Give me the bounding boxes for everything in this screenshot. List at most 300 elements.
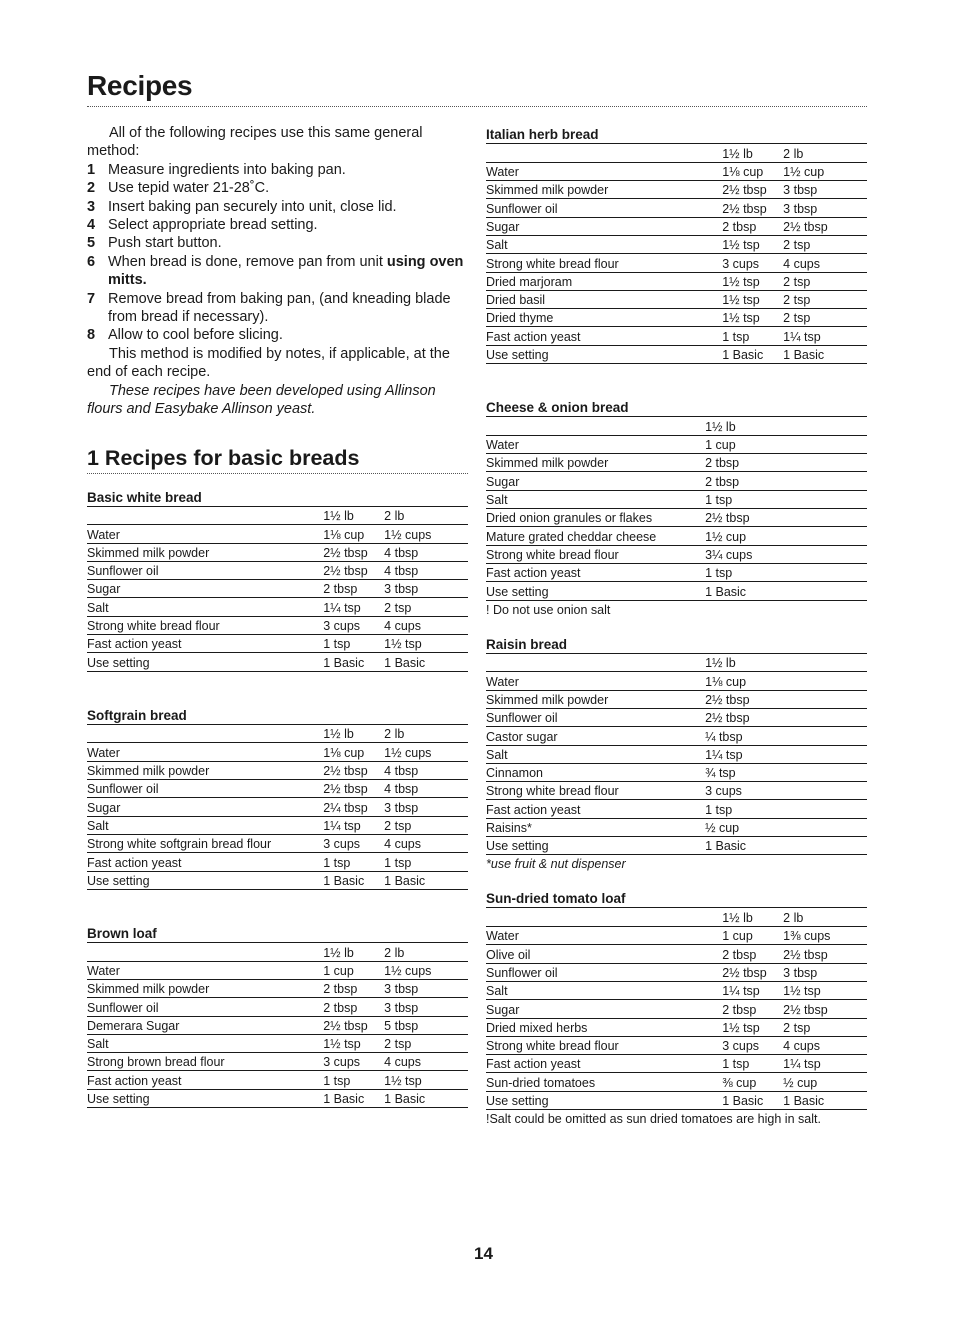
recipe-note: *use fruit & nut dispenser — [486, 857, 626, 872]
ingredient-quantity: 1 tsp — [384, 853, 468, 871]
ingredient-name: Dried mixed herbs — [486, 1018, 722, 1036]
ingredient-name: Dried marjoram — [486, 272, 722, 290]
ingredient-row — [87, 616, 468, 634]
recipe-title: Cheese & onion bread — [486, 399, 867, 417]
ingredient-quantity: 1⅛ cup — [722, 162, 783, 180]
ingredient-name: Salt — [486, 490, 705, 508]
ingredient-name: Water — [486, 162, 722, 180]
ingredient-row — [87, 1034, 468, 1052]
ingredient-row — [486, 509, 867, 527]
ingredient-name: Skimmed milk powder — [486, 181, 722, 199]
ingredient-name: Fast action yeast — [87, 853, 323, 871]
ingredient-name: Sugar — [87, 798, 323, 816]
ingredient-quantity: 2 tbsp — [722, 217, 783, 235]
loaf-size-header: 2 lb — [384, 507, 468, 525]
ingredient-name: Fast action yeast — [486, 1055, 722, 1073]
ingredient-quantity: 1 cup — [323, 961, 384, 979]
ingredient-row — [486, 1073, 867, 1091]
ingredient-quantity: 1 tsp — [323, 853, 384, 871]
ingredient-quantity: 3 cups — [722, 1036, 783, 1054]
ingredient-quantity: 2 tsp — [384, 816, 468, 834]
ingredient-quantity: ¾ tsp — [705, 763, 867, 781]
header-blank-cell — [486, 417, 705, 435]
recipe-header-row — [87, 507, 468, 525]
ingredient-quantity: 2½ tbsp — [323, 561, 384, 579]
ingredient-quantity: 1 Basic — [783, 1091, 867, 1109]
ingredient-quantity: 1 Basic — [323, 653, 384, 671]
ingredient-row — [486, 181, 867, 199]
ingredient-quantity: 1 Basic — [384, 871, 468, 889]
ingredient-name: Sunflower oil — [87, 780, 323, 798]
ingredient-quantity: 2½ tbsp — [783, 1000, 867, 1018]
ingredient-row — [486, 672, 867, 690]
ingredient-name: Salt — [87, 598, 323, 616]
ingredient-quantity: 1½ tsp — [384, 1071, 468, 1089]
ingredient-quantity: 3 tbsp — [384, 998, 468, 1016]
ingredient-row — [87, 1089, 468, 1107]
method-lead: All of the following recipes use this same general method: — [87, 125, 423, 160]
method-step-number: 4 — [87, 217, 96, 234]
ingredient-row — [87, 834, 468, 852]
loaf-size-header: 2 lb — [783, 144, 867, 162]
ingredient-row — [87, 961, 468, 979]
ingredient-name: Sunflower oil — [486, 199, 722, 217]
ingredient-name: Salt — [486, 235, 722, 253]
method-step-text-body: Push start button. — [108, 235, 222, 252]
recipe-header-row — [87, 725, 468, 743]
loaf-size-header: 2 lb — [384, 725, 468, 743]
ingredient-name: Use setting — [87, 653, 323, 671]
method-step-number: 2 — [87, 180, 96, 197]
ingredient-quantity: 1½ cup — [705, 527, 867, 545]
loaf-size-header: 1½ lb — [323, 507, 384, 525]
method-step — [87, 326, 468, 344]
ingredient-quantity: 2 tsp — [384, 1034, 468, 1052]
ingredient-name: Water — [486, 435, 705, 453]
ingredient-quantity: 1½ cup — [783, 162, 867, 180]
ingredient-quantity: 1½ tsp — [722, 272, 783, 290]
ingredient-quantity: 2 tbsp — [705, 472, 867, 490]
ingredient-row — [87, 1071, 468, 1089]
method-step-text-body: Select appropriate bread setting. — [108, 217, 318, 234]
method-step — [87, 216, 468, 234]
ingredient-quantity: 4 tbsp — [384, 543, 468, 561]
ingredient-name: Sunflower oil — [87, 998, 323, 1016]
ingredient-quantity: 2½ tbsp — [705, 690, 867, 708]
ingredient-name: Fast action yeast — [486, 563, 705, 581]
recipe-title: Sun-dried tomato loaf — [486, 890, 867, 908]
ingredient-quantity: 1 Basic — [722, 345, 783, 363]
left-column — [87, 124, 468, 1108]
ingredient-name: Use setting — [87, 871, 323, 889]
ingredient-quantity: 4 cups — [384, 1053, 468, 1071]
ingredient-quantity: 1⅜ cups — [783, 927, 867, 945]
ingredient-quantity: 1½ tsp — [722, 290, 783, 308]
ingredient-row — [486, 727, 867, 745]
recipe-cheese-onion-bread — [486, 399, 867, 618]
method-step-number: 6 — [87, 253, 96, 270]
recipe-italian-herb-bread — [486, 126, 867, 364]
ingredient-quantity: 1½ cups — [384, 525, 468, 543]
ingredient-quantity: 3 cups — [323, 834, 384, 852]
ingredient-quantity: 2 tsp — [783, 290, 867, 308]
ingredient-quantity: 1 tsp — [722, 327, 783, 345]
method-step — [87, 290, 468, 327]
method-step-number: 3 — [87, 198, 96, 215]
ingredient-name: Raisins* — [486, 818, 705, 836]
method-step-text-body: Remove bread from baking pan, (and kneading blade from bread if necessary). — [108, 290, 451, 326]
method-step-text — [108, 326, 468, 344]
ingredient-quantity: 1 tsp — [705, 563, 867, 581]
ingredient-row — [486, 1000, 867, 1018]
ingredient-row — [486, 199, 867, 217]
ingredient-quantity: 1 tsp — [722, 1055, 783, 1073]
method-step-text — [108, 290, 468, 327]
ingredient-name: Water — [486, 927, 722, 945]
ingredient-name: Sugar — [486, 217, 722, 235]
method-step — [87, 161, 468, 179]
ingredient-name: Sun-dried tomatoes — [486, 1073, 722, 1091]
ingredient-quantity: 2 tsp — [783, 309, 867, 327]
ingredient-quantity: 3 tbsp — [783, 199, 867, 217]
ingredient-quantity: 1¼ tsp — [323, 816, 384, 834]
recipe-header-row — [486, 417, 867, 435]
method-step — [87, 234, 468, 252]
ingredient-row — [486, 272, 867, 290]
ingredient-name: Strong white bread flour — [486, 1036, 722, 1054]
ingredient-name: Cinnamon — [486, 763, 705, 781]
recipe-table — [486, 144, 867, 364]
ingredient-row — [486, 1036, 867, 1054]
ingredient-name: Fast action yeast — [87, 1071, 323, 1089]
ingredient-quantity: ¼ tbsp — [705, 727, 867, 745]
ingredient-quantity: 3 tbsp — [384, 979, 468, 997]
recipe-header-row — [486, 144, 867, 162]
ingredient-quantity: 1 tsp — [323, 635, 384, 653]
ingredient-quantity: 1 tsp — [323, 1071, 384, 1089]
ingredient-row — [87, 635, 468, 653]
recipe-brown-loaf — [87, 925, 468, 1108]
ingredient-quantity: 5 tbsp — [384, 1016, 468, 1034]
loaf-size-header: 2 lb — [783, 908, 867, 926]
ingredient-row — [486, 690, 867, 708]
ingredient-quantity: 2½ tbsp — [705, 509, 867, 527]
ingredient-row — [486, 708, 867, 726]
ingredient-name: Water — [87, 525, 323, 543]
ingredient-quantity: 2 tsp — [783, 235, 867, 253]
ingredient-row — [486, 1018, 867, 1036]
ingredient-quantity: 1 Basic — [705, 582, 867, 600]
ingredient-quantity: 2 tbsp — [323, 979, 384, 997]
ingredient-row — [486, 1091, 867, 1109]
ingredient-name: Olive oil — [486, 945, 722, 963]
ingredient-row — [486, 782, 867, 800]
ingredient-row — [486, 745, 867, 763]
ingredient-name: Castor sugar — [486, 727, 705, 745]
ingredient-quantity: 1 Basic — [323, 871, 384, 889]
ingredient-row — [486, 235, 867, 253]
recipe-title: Basic white bread — [87, 489, 468, 507]
ingredient-row — [87, 1016, 468, 1034]
recipe-header-row — [87, 943, 468, 961]
recipe-table — [87, 507, 468, 672]
ingredient-quantity: 1 Basic — [323, 1089, 384, 1107]
ingredient-name: Use setting — [486, 837, 705, 855]
method-step — [87, 198, 468, 216]
loaf-size-header: 1½ lb — [722, 144, 783, 162]
ingredient-row — [87, 561, 468, 579]
ingredient-quantity: 3¼ cups — [705, 545, 867, 563]
ingredient-quantity: 1½ tsp — [384, 635, 468, 653]
ingredient-quantity: 2½ tbsp — [705, 708, 867, 726]
ingredient-row — [87, 816, 468, 834]
ingredient-name: Fast action yeast — [87, 635, 323, 653]
ingredient-name: Water — [486, 672, 705, 690]
ingredient-name: Use setting — [486, 345, 722, 363]
ingredient-quantity: 2½ tbsp — [323, 1016, 384, 1034]
ingredient-quantity: 2½ tbsp — [323, 780, 384, 798]
ingredient-quantity: 1½ tsp — [722, 309, 783, 327]
header-blank-cell — [486, 654, 705, 672]
ingredient-quantity: 2 tbsp — [323, 998, 384, 1016]
loaf-size-header: 2 lb — [384, 943, 468, 961]
ingredient-row — [486, 254, 867, 272]
title-divider — [87, 106, 867, 107]
ingredient-row — [486, 345, 867, 363]
ingredient-row — [486, 162, 867, 180]
ingredient-quantity: 3 tbsp — [783, 181, 867, 199]
ingredient-quantity: 2½ tbsp — [722, 199, 783, 217]
ingredient-quantity: 2 tsp — [384, 598, 468, 616]
ingredient-row — [87, 543, 468, 561]
ingredient-quantity: 3 cups — [323, 616, 384, 634]
recipe-basic-white-bread — [87, 489, 468, 672]
ingredient-row — [87, 525, 468, 543]
ingredient-name: Mature grated cheddar cheese — [486, 527, 705, 545]
ingredient-name: Sugar — [486, 1000, 722, 1018]
ingredient-row — [486, 545, 867, 563]
recipe-table — [486, 417, 867, 600]
method-step-text-body: Allow to cool before slicing. — [108, 327, 283, 344]
ingredient-name: Sugar — [87, 580, 323, 598]
ingredient-quantity: 2 tbsp — [722, 1000, 783, 1018]
ingredient-quantity: 4 cups — [384, 616, 468, 634]
ingredient-name: Skimmed milk powder — [87, 543, 323, 561]
ingredient-row — [486, 927, 867, 945]
method-step-number: 1 — [87, 161, 96, 178]
loaf-size-header: 1½ lb — [722, 908, 783, 926]
ingredient-quantity: 1½ cups — [384, 743, 468, 761]
ingredient-name: Water — [87, 961, 323, 979]
ingredient-name: Salt — [87, 816, 323, 834]
ingredient-row — [486, 472, 867, 490]
ingredient-quantity: 4 cups — [783, 254, 867, 272]
ingredient-name: Sunflower oil — [486, 963, 722, 981]
method-intro — [87, 124, 468, 419]
ingredient-quantity: 3 cups — [722, 254, 783, 272]
ingredient-row — [486, 563, 867, 581]
ingredient-quantity: 1 Basic — [783, 345, 867, 363]
ingredient-quantity: 2½ tbsp — [722, 181, 783, 199]
ingredient-quantity: 1 Basic — [705, 837, 867, 855]
ingredient-row — [87, 598, 468, 616]
ingredient-row — [486, 818, 867, 836]
ingredient-row — [87, 853, 468, 871]
method-step-text — [108, 179, 468, 197]
ingredient-row — [486, 763, 867, 781]
ingredient-row — [87, 871, 468, 889]
ingredient-quantity: 1¼ tsp — [722, 981, 783, 999]
header-blank-cell — [87, 943, 323, 961]
ingredient-name: Strong brown bread flour — [87, 1053, 323, 1071]
ingredient-name: Strong white softgrain bread flour — [87, 834, 323, 852]
ingredient-quantity: 1½ cups — [384, 961, 468, 979]
ingredient-quantity: 2½ tbsp — [722, 963, 783, 981]
ingredient-row — [87, 979, 468, 997]
ingredient-row — [486, 454, 867, 472]
ingredient-row — [486, 435, 867, 453]
method-italic-note: These recipes have been developed using Allinson flours and Easybake Allinson yeast. — [87, 382, 436, 418]
loaf-size-header: 1½ lb — [705, 654, 867, 672]
ingredient-row — [486, 582, 867, 600]
ingredient-quantity: 1½ tsp — [323, 1034, 384, 1052]
method-step — [87, 179, 468, 197]
ingredient-quantity: 4 cups — [783, 1036, 867, 1054]
header-blank-cell — [486, 908, 722, 926]
ingredient-quantity: 3 cups — [323, 1053, 384, 1071]
ingredient-quantity: ½ cup — [705, 818, 867, 836]
right-column — [486, 124, 867, 1128]
method-step-text-body: Use tepid water 21-28˚C. — [108, 180, 270, 197]
ingredient-name: Dried basil — [486, 290, 722, 308]
ingredient-quantity: 2½ tbsp — [783, 945, 867, 963]
ingredient-quantity: 2 tsp — [783, 272, 867, 290]
ingredient-quantity: ⅜ cup — [722, 1073, 783, 1091]
ingredient-row — [87, 761, 468, 779]
loaf-size-header: 1½ lb — [323, 943, 384, 961]
ingredient-row — [486, 981, 867, 999]
recipe-note: !Salt could be omitted as sun dried tomatoes are high in salt. — [486, 1112, 821, 1127]
method-closing: This method is modified by notes, if applicable, at the end of each recipe. — [87, 345, 450, 381]
ingredient-row — [486, 963, 867, 981]
ingredient-quantity: 2 tbsp — [722, 945, 783, 963]
header-blank-cell — [87, 725, 323, 743]
loaf-size-header: 1½ lb — [323, 725, 384, 743]
ingredient-quantity: 1¼ tsp — [783, 327, 867, 345]
recipe-title: Raisin bread — [486, 636, 867, 654]
ingredient-row — [87, 580, 468, 598]
recipe-header-row — [486, 908, 867, 926]
section-title: 1 Recipes for basic breads — [87, 446, 468, 474]
ingredient-row — [486, 490, 867, 508]
method-step-text — [108, 198, 468, 216]
ingredient-quantity: 1 Basic — [384, 653, 468, 671]
ingredient-row — [87, 743, 468, 761]
ingredient-name: Demerara Sugar — [87, 1016, 323, 1034]
method-step — [87, 253, 468, 290]
ingredient-row — [486, 800, 867, 818]
ingredient-quantity: 1¼ tsp — [323, 598, 384, 616]
ingredient-name: Skimmed milk powder — [87, 979, 323, 997]
ingredient-name: Fast action yeast — [486, 327, 722, 345]
ingredient-quantity: 2½ tbsp — [323, 761, 384, 779]
ingredient-name: Strong white bread flour — [486, 254, 722, 272]
ingredient-quantity: 3 tbsp — [384, 798, 468, 816]
method-step-emphasis: using oven mitts. — [108, 253, 464, 289]
ingredient-row — [486, 290, 867, 308]
method-step-text — [108, 161, 468, 179]
method-step-number: 7 — [87, 290, 96, 307]
recipe-table — [486, 908, 867, 1110]
ingredient-name: Strong white bread flour — [486, 545, 705, 563]
ingredient-name: Sugar — [486, 472, 705, 490]
ingredient-quantity: 1⅛ cup — [323, 525, 384, 543]
ingredient-quantity: 3 tbsp — [384, 580, 468, 598]
ingredient-name: Sunflower oil — [87, 561, 323, 579]
page-number: 14 — [474, 1244, 493, 1263]
ingredient-row — [486, 309, 867, 327]
method-step-number: 8 — [87, 327, 96, 344]
ingredient-name: Sunflower oil — [486, 708, 705, 726]
method-step-text — [108, 253, 468, 290]
ingredient-row — [486, 1055, 867, 1073]
ingredient-quantity: 1⅛ cup — [323, 743, 384, 761]
recipe-note: ! Do not use onion salt — [486, 602, 611, 617]
loaf-size-header: 1½ lb — [705, 417, 867, 435]
ingredient-quantity: 3 tbsp — [783, 963, 867, 981]
ingredient-name: Dried thyme — [486, 309, 722, 327]
ingredient-row — [87, 798, 468, 816]
ingredient-row — [486, 837, 867, 855]
recipe-table — [87, 725, 468, 890]
ingredient-quantity: 1 Basic — [722, 1091, 783, 1109]
recipe-title: Italian herb bread — [486, 126, 867, 144]
ingredient-name: Salt — [486, 745, 705, 763]
ingredient-name: Fast action yeast — [486, 800, 705, 818]
ingredient-quantity: 4 tbsp — [384, 561, 468, 579]
ingredient-row — [87, 998, 468, 1016]
method-step-text-body: Measure ingredients into baking pan. — [108, 161, 346, 178]
ingredient-quantity: 1⅛ cup — [705, 672, 867, 690]
method-step-number: 5 — [87, 235, 96, 252]
header-blank-cell — [486, 144, 722, 162]
page-title: Recipes — [87, 70, 193, 101]
recipe-table — [486, 654, 867, 856]
recipe-title: Softgrain bread — [87, 707, 468, 725]
method-step-text-body: When bread is done, remove pan from unit — [108, 253, 387, 270]
ingredient-quantity: 1¼ tsp — [705, 745, 867, 763]
recipe-title: Brown loaf — [87, 925, 468, 943]
ingredient-quantity: 1 Basic — [384, 1089, 468, 1107]
method-step-text — [108, 216, 468, 234]
method-step-text — [108, 234, 468, 252]
ingredient-quantity: 2½ tbsp — [783, 217, 867, 235]
ingredient-quantity: 2¼ tbsp — [323, 798, 384, 816]
ingredient-name: Strong white bread flour — [87, 616, 323, 634]
recipe-header-row — [486, 654, 867, 672]
ingredient-quantity: 1 tsp — [705, 800, 867, 818]
ingredient-quantity: 1 cup — [705, 435, 867, 453]
ingredient-row — [486, 945, 867, 963]
ingredient-name: Skimmed milk powder — [87, 761, 323, 779]
ingredient-quantity: 4 cups — [384, 834, 468, 852]
ingredient-quantity: 1 tsp — [705, 490, 867, 508]
ingredient-name: Dried onion granules or flakes — [486, 509, 705, 527]
ingredient-quantity: 4 tbsp — [384, 780, 468, 798]
ingredient-row — [486, 527, 867, 545]
ingredient-quantity: 1½ tsp — [783, 981, 867, 999]
ingredient-row — [87, 653, 468, 671]
